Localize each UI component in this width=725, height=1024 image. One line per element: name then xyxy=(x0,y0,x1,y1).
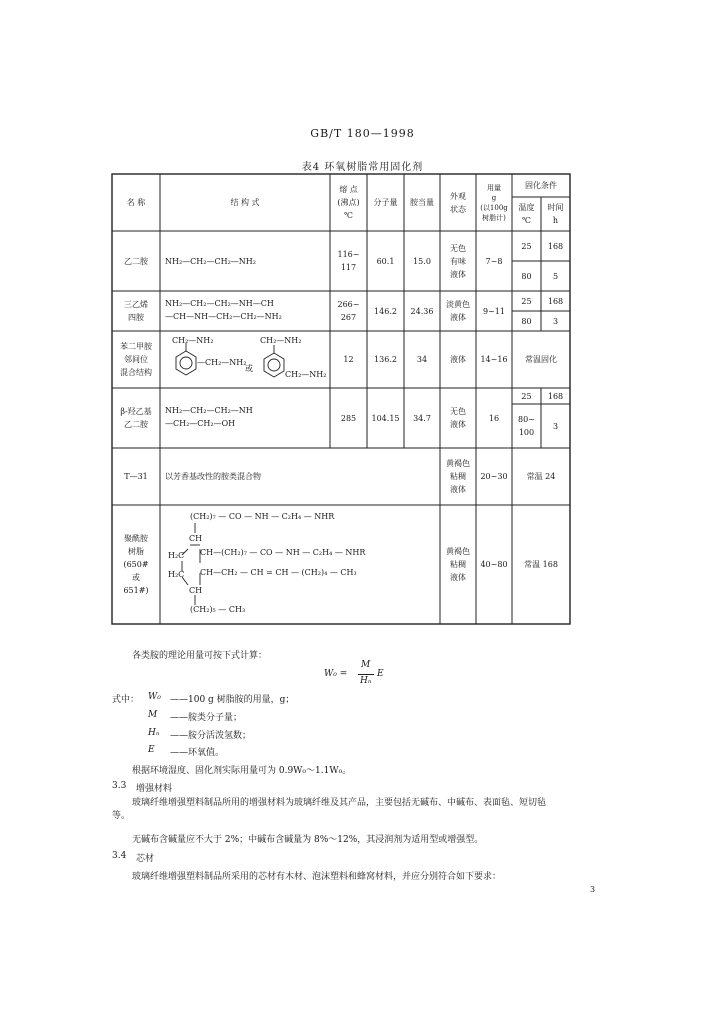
table-row-name: T—31 xyxy=(124,472,148,481)
col-header-cure: 固化条件 xyxy=(525,181,557,190)
col-header-name: 名 称 xyxy=(126,198,146,207)
paragraph-env: 根据环境湿度、固化剂实际用量可为 0.9W₀～1.1W₀。 xyxy=(132,766,352,776)
table-row-cure-time: 168 xyxy=(547,296,564,306)
structure-meta-top: CH₂—NH₂ xyxy=(260,336,302,345)
table-row-cure: 常温 168 xyxy=(524,560,558,569)
col-header-mw: 分子量 xyxy=(373,198,398,207)
table-row-appearance: 黄褐色 粘稠 液体 xyxy=(446,547,470,582)
table-row-cure-temp: 80~ 100 xyxy=(518,415,535,437)
polyamide-line: H₂C xyxy=(168,570,185,579)
table-row-name: β-羟乙基 乙二胺 xyxy=(120,407,152,429)
table-row-name: 聚酰胺 树脂 (650# 或 651#) xyxy=(123,534,149,595)
table-row-melting: 285 xyxy=(340,413,357,423)
table-caption: 表4 环氧树脂常用固化剂 xyxy=(301,162,424,173)
polyamide-line: (CH₂)₇ — CO — NH — C₂H₄ — NHR xyxy=(190,512,335,521)
col-header-melting: 熔 点 (沸点) ℃ xyxy=(337,185,360,220)
benzene-ring-meta-inner xyxy=(268,359,280,371)
standard-number: GB/T 180—1998 xyxy=(310,127,415,140)
section-3-3-number: 3.3 xyxy=(112,781,127,791)
def-description: ——胺类分子量； xyxy=(170,713,243,723)
table-row-mw: 136.2 xyxy=(374,355,397,364)
def-symbol: Hₙ xyxy=(148,728,160,738)
structure-ortho-top: CH₂—NH₂ xyxy=(172,336,214,345)
section-3-3-paragraph-2: 无碱布含碱量应不大于 2%；中碱布含碱量为 8%～12%，其浸润剂为适用型或增强型。 xyxy=(132,835,484,845)
table-row-appearance: 无色 有味 液体 xyxy=(450,243,466,279)
section-3-3-title: 增强材料 xyxy=(136,784,173,794)
formula-denominator: Hₙ xyxy=(360,676,372,686)
table-row-mw: 146.2 xyxy=(374,306,397,316)
def-symbol: M xyxy=(148,710,158,720)
table-row-cure-time: 168 xyxy=(547,241,564,251)
def-symbol: W₀ xyxy=(148,692,161,702)
section-3-4-paragraph-1: 玻璃纤维增强塑料制品所采用的芯材有木材、泡沫塑料和蜂窝材料，并应分别符合如下要求： xyxy=(132,872,502,882)
table-row-cure-temp: 80 xyxy=(521,271,532,281)
polyamide-line: CH—(CH₂)₇ — CO — NH — C₂H₄ — NHR xyxy=(200,548,366,557)
table-row-structure: NH₂—CH₂—CH₂—NH—CH —CH—NH—CH₂—CH₂—NH₂ xyxy=(165,299,282,321)
table-row-amine-eq: 34 xyxy=(416,355,428,364)
benzene-ring-ortho xyxy=(176,351,196,375)
table-row-appearance: 液体 xyxy=(450,355,466,364)
table-row-structure: NH₂—CH₂—CH₂—NH —CH₂—CH₂—OH xyxy=(165,406,253,428)
table-row-amine-eq: 15.0 xyxy=(413,256,431,266)
table-row-cure-temp: 25 xyxy=(521,241,532,251)
table-row-amine-eq: 24.36 xyxy=(410,306,434,316)
polyamide-line: H₂C xyxy=(168,551,185,560)
table-row-name: 乙二胺 xyxy=(124,256,148,266)
table-row-cure-time: 168 xyxy=(547,391,564,401)
col-header-dosage: 用量 g (以100g 树脂计) xyxy=(480,183,508,222)
col-header-cure-temp: 温度 ℃ xyxy=(518,203,535,225)
def-description: ——环氧值。 xyxy=(170,748,225,758)
table-row-dosage: 14~16 xyxy=(480,355,508,364)
table-row-mw: 104.15 xyxy=(371,413,400,423)
table-row-melting: 12 xyxy=(343,355,354,364)
table-row-cure-time: 5 xyxy=(552,271,559,281)
table-row-name: 苯二甲胺 邻间位 混合结构 xyxy=(120,342,152,377)
col-header-cure-time: 时间 h xyxy=(547,203,564,225)
table-row-cure-temp: 80 xyxy=(521,316,532,326)
formula-tail: E xyxy=(377,669,384,679)
table-row-cure-temp: 25 xyxy=(521,296,532,306)
def-symbol: E xyxy=(148,745,155,755)
table-row-mw: 60.1 xyxy=(376,256,395,266)
polyamide-line: (CH₂)₅ — CH₃ xyxy=(190,605,246,614)
table-row-structure: NH₂—CH₂—CH₂—NH₂ xyxy=(165,257,256,266)
section-3-3-paragraph-1: 玻璃纤维增强塑料制品所用的增强材料为玻璃纤维及其产品，主要包括无碱布、中碱布、表面毡、短切毡等。 xyxy=(112,798,547,821)
paragraph-intro: 各类胺的理论用量可按下式计算： xyxy=(132,651,268,661)
col-header-appearance: 外观 状态 xyxy=(450,191,466,214)
table-row-cure: 常温 24 xyxy=(526,472,556,481)
structure-meta-sub: CH₂—NH₂ xyxy=(285,370,327,379)
table-row-structure: 以芳香基改性的胺类混合物 xyxy=(165,472,261,481)
fraction-bar xyxy=(358,674,374,675)
benzene-ring-meta xyxy=(264,353,284,377)
table-row-cure-temp: 25 xyxy=(521,391,532,401)
structure-or: 或 xyxy=(245,364,253,373)
polyamide-line: CH—CH₂ — CH = CH — (CH₂)₄ — CH₃ xyxy=(200,568,357,577)
formula-numerator: M xyxy=(361,660,371,670)
table-row-melting: 266~ 267 xyxy=(337,300,360,322)
table-row-cure-time: 3 xyxy=(552,316,559,326)
table-row-cure: 常温固化 xyxy=(525,355,557,364)
def-description: ——胺分活泼氢数； xyxy=(170,731,252,741)
section-3-4-title: 芯材 xyxy=(136,854,155,864)
col-header-structure: 结 构 式 xyxy=(230,198,260,207)
table-row-dosage: 20~30 xyxy=(480,472,508,481)
table-row-name: 三乙烯 四胺 xyxy=(124,300,148,322)
table-row-appearance: 淡黄色 液体 xyxy=(446,300,470,322)
where-prefix: 式中： xyxy=(112,695,140,705)
structure-ortho-sub: —CH₂—NH₂ xyxy=(197,358,247,367)
table-row-melting: 116~ 117 xyxy=(337,250,360,272)
table-row-dosage: 40~80 xyxy=(480,560,508,569)
polyamide-line: CH xyxy=(189,586,203,595)
table-row-appearance: 黄褐色 粘稠 液体 xyxy=(446,459,470,494)
table-row-appearance: 无色 液体 xyxy=(450,407,466,429)
col-header-amine-eq: 胺当量 xyxy=(410,198,434,207)
page-number: 3 xyxy=(590,885,596,894)
table-row-dosage: 7~8 xyxy=(485,256,503,266)
table-row-dosage: 16 xyxy=(488,413,500,423)
table-row-dosage: 9~11 xyxy=(483,306,505,316)
formula-lhs: W₀ = xyxy=(324,669,348,679)
section-3-4-number: 3.4 xyxy=(112,851,127,861)
def-description: ——100 g 树脂胺的用量，g； xyxy=(170,695,295,705)
table-row-amine-eq: 34.7 xyxy=(413,413,431,423)
table-row-cure-time: 3 xyxy=(552,421,559,431)
polyamide-line: CH xyxy=(189,534,203,543)
formula xyxy=(324,660,414,690)
benzene-ring-ortho-inner xyxy=(180,357,192,369)
